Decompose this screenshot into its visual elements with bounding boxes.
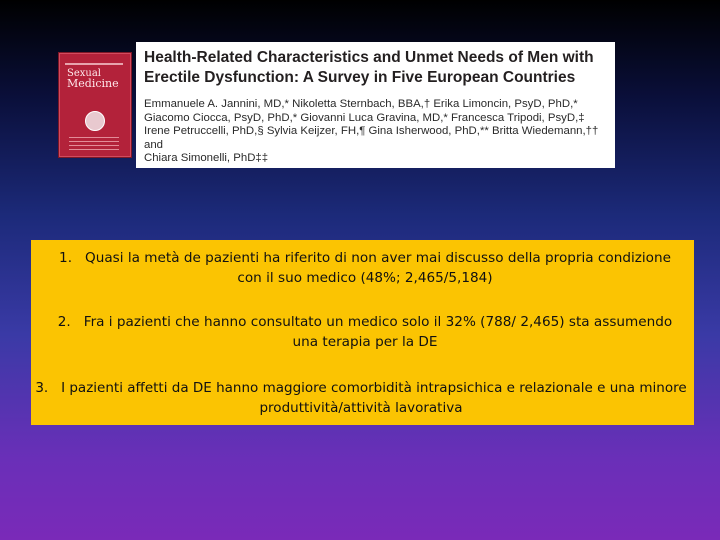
finding-text: Fra i pazienti che hanno consultato un medico solo il 32% (788/ 2,465) sta assumendo una terapia per la DE (83, 314, 673, 350)
journal-cover-title (67, 69, 125, 89)
cover-rule (65, 63, 123, 65)
finding-item (45, 312, 685, 352)
journal-cover-title-line2: Medicine (67, 77, 119, 90)
finding-item (45, 248, 685, 288)
paper-title: Health-Related Characteristics and Unmet Needs of Men with Erectile Dysfunction: A Survey in Five European Countries (144, 49, 594, 86)
paper-citation-card (136, 42, 615, 168)
finding-text: Quasi la metà de pazienti ha riferito di non aver mai discusso della propria condizione con il suo medico (48%; 2,465/5,184) (85, 250, 671, 286)
cover-text-lines (69, 137, 119, 151)
finding-number: 1. (59, 250, 73, 266)
journal-cover-title-line1: Sexual (67, 68, 102, 79)
finding-number: 2. (57, 314, 71, 330)
findings-box (31, 240, 694, 425)
paper-header-image (52, 42, 615, 168)
finding-text: I pazienti affetti da DE hanno maggiore comorbidità intrapsichica e relazionale e una minore produttività/attività lavorativa (61, 380, 687, 416)
finding-number: 3. (35, 380, 49, 396)
journal-seal-icon (85, 111, 105, 131)
paper-authors: Emmanuele A. Jannini, MD,* Nikoletta Sternbach, BBA,† Erika Limoncin, PsyD, PhD,* Giacomo Ciocca, PsyD, PhD,* Giovanni Luca Gravina, MD,* Francesca Tripodi, PsyD,‡ Irene Petruccelli, PhD,§ Sylvia Keijzer, FH,¶ Gina Isherwood, PhD,** Britta Wiedemann,†† and Chiara Simonelli, PhD‡‡ (144, 98, 599, 164)
finding-item (35, 378, 687, 418)
journal-cover-image (58, 52, 132, 158)
